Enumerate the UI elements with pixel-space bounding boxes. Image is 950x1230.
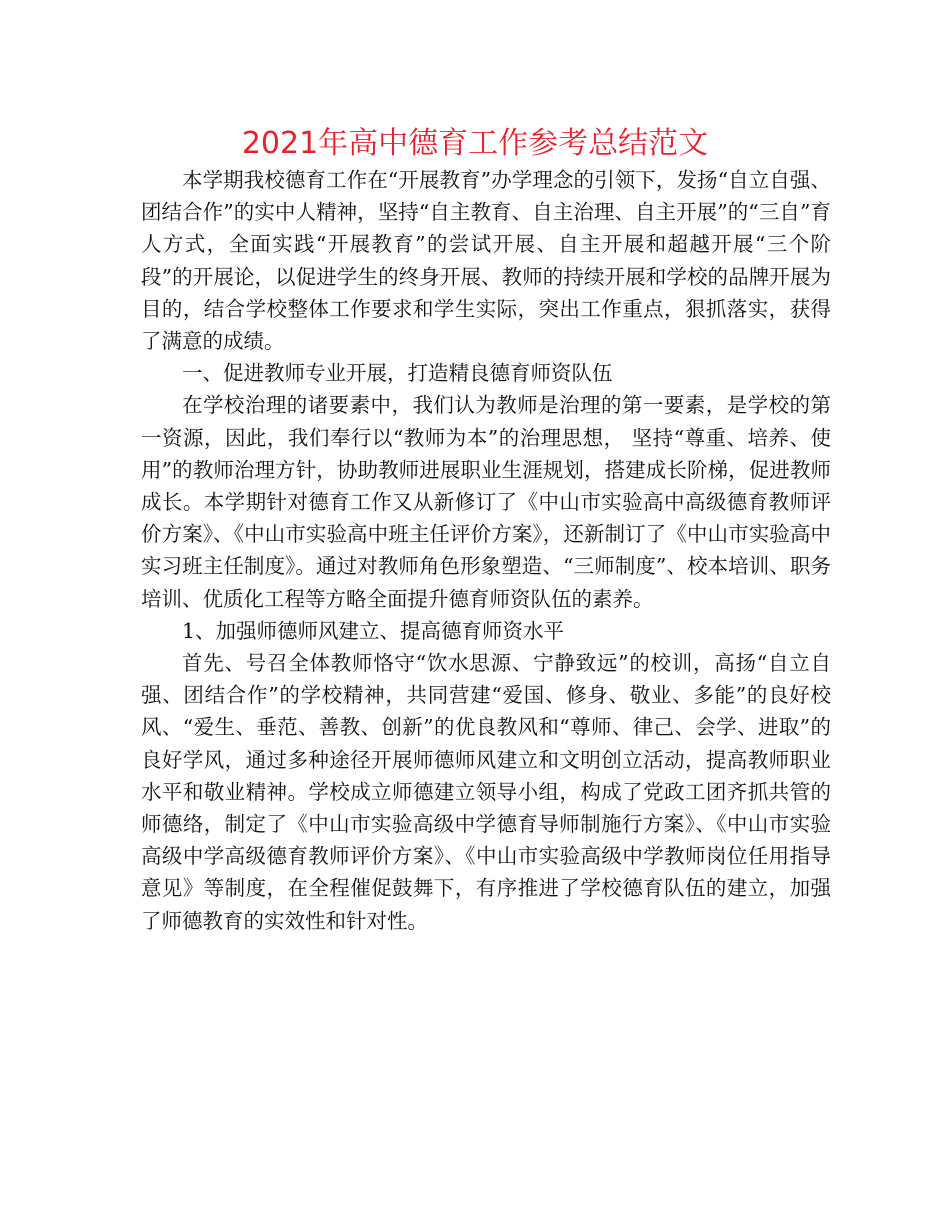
subsection-heading-1: 1、加强师德师风建立、提高德育师资水平 <box>182 618 565 643</box>
section-heading-1: 一、促进教师专业开展，打造精良德育师资队伍 <box>182 361 613 386</box>
document-body <box>141 164 831 937</box>
document-title: 2021年高中德育工作参考总结范文 <box>241 126 709 161</box>
paragraph-teacher-management: 在学校治理的诸要素中，我们认为教师是治理的第一要素，是学校的第一资源，因此，我们奉行以“教师为本”的治理思想， 坚持“尊重、培养、使用”的教师治理方针，协助教师进展职业生涯规划，搭建成长阶梯，促进教师成长。本学期针对德育工作又从新修订了《中山市实验高中高级德育教师评价方案》、《中山市实验高中班主任评价方案》，还新制订了《中山市实验高中实习班主任制度》。通过对教师角色形象塑造、“三师制度”、校本培训、职务培训、优质化工程等方略全面提升德育师资队伍的素养。 <box>141 393 831 611</box>
paragraph-intro: 本学期我校德育工作在“开展教育”办学理念的引领下，发扬“自立自强、团结合作”的实中人精神，坚持“自主教育、自主治理、自主开展”的“三自”育人方式，全面实践“开展教育”的尝试开展、自主开展和超越开展“三个阶段”的开展论，以促进学生的终身开展、教师的持续开展和学校的品牌开展为目的，结合学校整体工作要求和学生实际，突出工作重点，狠抓落实，获得了满意的成绩。 <box>141 168 831 354</box>
paragraph-ethics-building: 首先、号召全体教师恪守“饮水思源、宁静致远”的校训，高扬“自立自强、团结合作”的学校精神，共同营建“爱国、修身、敬业、多能”的良好校风、“爱生、垂范、善教、创新”的优良教风和“尊师、律己、会学、进取”的良好学风，通过多种途径开展师德师风建立和文明创立活动，提高教师职业水平和敬业精神。学校成立师德建立领导小组，构成了党政工团齐抓共管的师德络，制定了《中山市实验高级中学德育导师制施行方案》、《中山市实验高级中学高级德育教师评价方案》、《中山市实验高级中学教师岗位任用指导意见》等制度，在全程催促鼓舞下，有序推进了学校德育队伍的建立，加强了师德教育的实效性和针对性。 <box>141 651 831 933</box>
